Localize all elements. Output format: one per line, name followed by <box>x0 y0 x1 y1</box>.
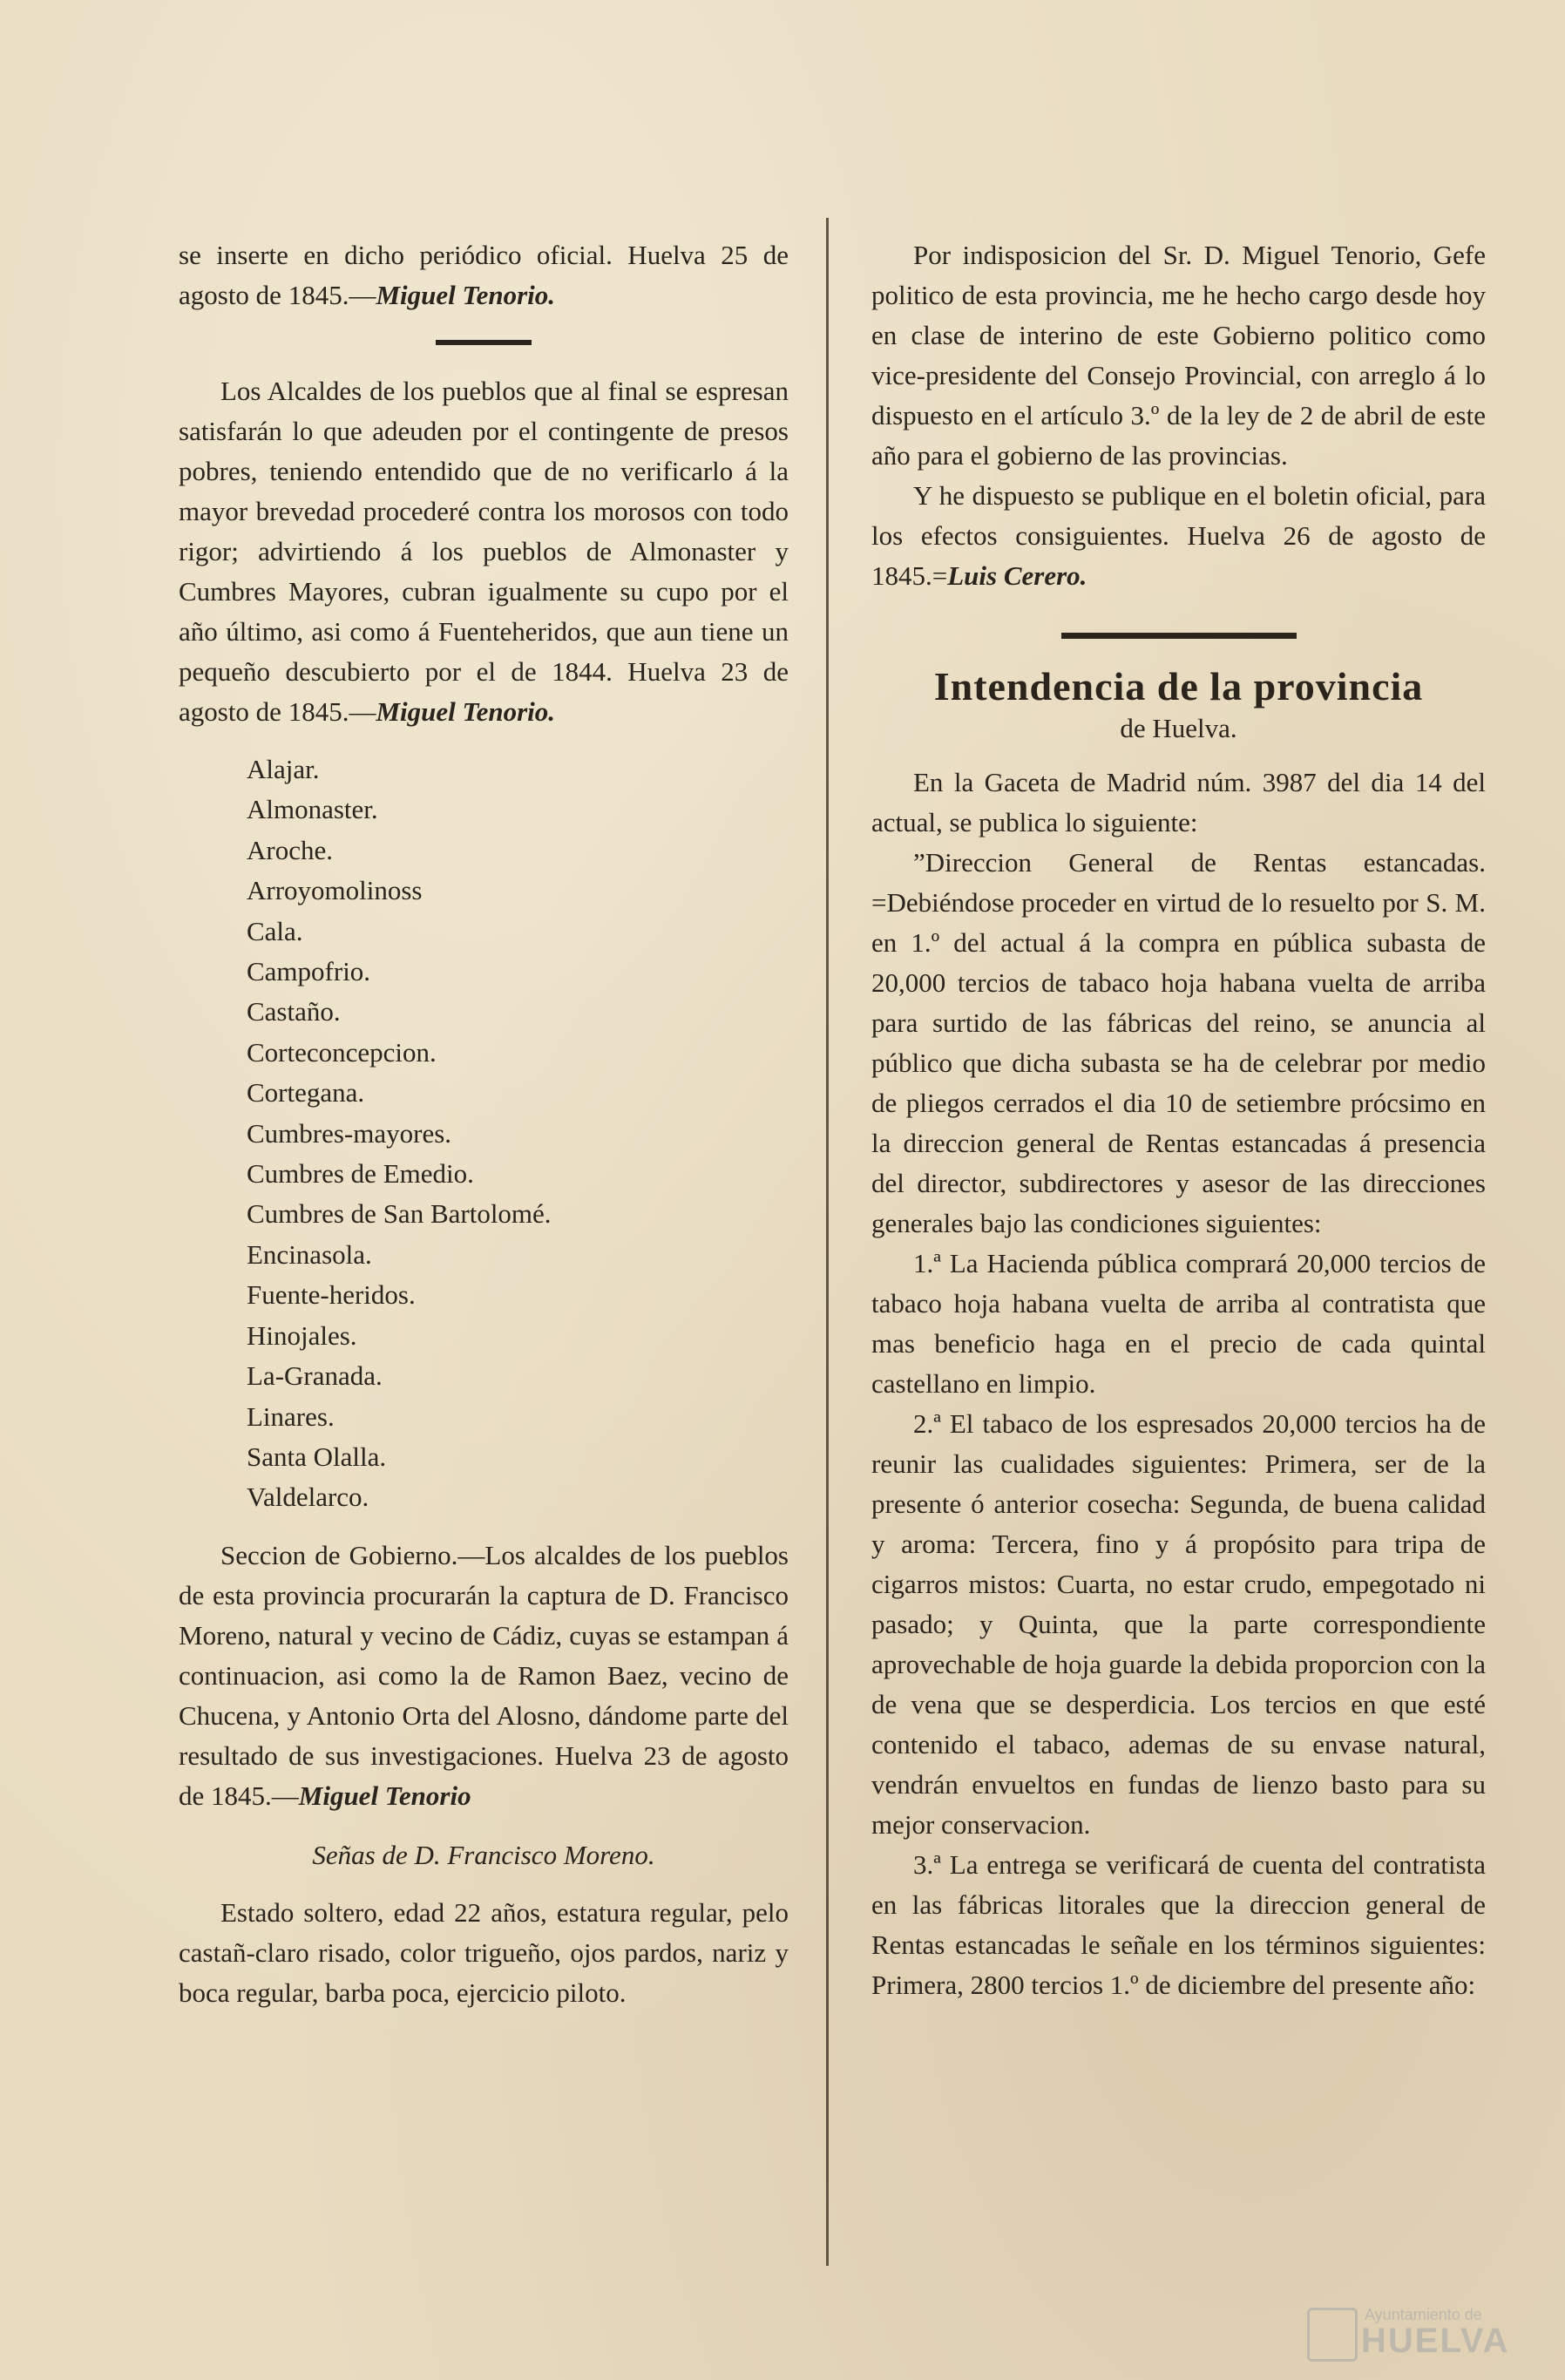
paragraph-text: se inserte en dicho periódico oficial. Huelva 25 de agosto de 1845.— <box>179 240 789 310</box>
crest-icon <box>1307 2308 1358 2362</box>
town-list <box>247 749 789 1518</box>
town-item: Corteconcepcion. <box>247 1036 437 1068</box>
right-column <box>871 235 1486 2005</box>
town-item: Valdelarco. <box>247 1482 369 1513</box>
paragraph-text: Y he dispuesto se publique en el boletin oficial, para los efectos consiguientes. Huelva 26 de agosto de 1845.= <box>871 480 1486 591</box>
town-item: Hinojales. <box>247 1319 357 1351</box>
column-divider <box>826 218 829 2266</box>
paragraph <box>179 371 789 732</box>
town-item: Arroyomolinoss <box>247 875 423 906</box>
paragraph-text: Seccion de Gobierno.—Los alcaldes de los pueblos de esta provincia procurarán la captura de D. Francisco Moreno, natural y vecino de Cádiz, cuyas se estampan á continuacion, asi como la de Ramon Baez, vecino de Chucena, y Antonio Orta del Alosno, dándome parte del resultado de sus investigaciones. Huelva 23 de agosto de 1845.— <box>179 1539 789 1811</box>
paragraph: 3.ª La entrega se verificará de cuenta del contratista en las fábricas litorales que la direccion general de Rentas estancadas le señale en los términos siguientes: Primera, 2800 tercios 1.º de diciembre del presente año: <box>871 1849 1486 2000</box>
section-divider <box>1061 633 1297 639</box>
paragraph <box>871 476 1486 596</box>
section-heading: Intendencia de la provincia <box>933 664 1424 709</box>
town-item: Cala. <box>247 915 303 946</box>
watermark-line: HUELVA <box>1361 2322 1510 2360</box>
town-item: Encinasola. <box>247 1238 372 1270</box>
town-item: Campofrio. <box>247 956 371 987</box>
town-item: La-Granada. <box>247 1360 383 1392</box>
watermark-line: Ayuntamiento de <box>1365 2306 1482 2323</box>
paragraph <box>179 1536 789 1816</box>
watermark <box>1307 2301 1534 2362</box>
left-column <box>179 235 789 2013</box>
paragraph: 1.ª La Hacienda pública comprará 20,000 tercios de tabaco hoja habana vuelta de arriba al contratista que mas beneficio haga en el precio de cada quintal castellano en limpio. <box>871 1248 1486 1399</box>
town-item: Cortegana. <box>247 1077 365 1109</box>
paragraph <box>179 235 789 315</box>
town-item: Cumbres de San Bartolomé. <box>247 1198 552 1230</box>
town-item: Almonaster. <box>247 794 378 825</box>
signature: Miguel Tenorio <box>298 1780 471 1811</box>
section-title: Señas de D. Francisco Moreno. <box>312 1839 655 1870</box>
town-item: Santa Olalla. <box>247 1441 387 1472</box>
paragraph: Por indisposicion del Sr. D. Miguel Tenorio, Gefe politico de esta provincia, me he hecho cargo desde hoy en clase de interino de este Gobierno politico como vice-presidente del Consejo Provincial, con arreglo á lo dispuesto en el artículo 3.º de la ley de 2 de abril de este año para el gobierno de las provincias. <box>871 240 1486 471</box>
signature: Luis Cerero. <box>947 560 1087 591</box>
town-item: Alajar. <box>247 754 320 784</box>
signature: Miguel Tenorio. <box>376 696 556 727</box>
town-item: Aroche. <box>247 834 333 865</box>
paragraph-text: Los Alcaldes de los pueblos que al final se espresan satisfarán lo que adeuden por el contingente de presos pobres, teniendo entendido que de no verificarlo á la mayor brevedad procederé contra los morosos con todo rigor; advirtiendo á los pueblos de Almonaster y Cumbres Mayores, cubran igualmente su cupo por el año último, asi como á Fuenteheridos, que aun tiene un pequeño descubierto por el de 1844. Huelva 23 de agosto de 1845.— <box>179 376 789 727</box>
paragraph: Estado soltero, edad 22 años, estatura regular, pelo castañ-claro risado, color trigueño, ojos pardos, nariz y boca regular, barba poca, ejercicio piloto. <box>179 1896 789 2008</box>
town-item: Castaño. <box>247 996 341 1027</box>
section-subheading: de Huelva. <box>1120 713 1237 743</box>
paragraph: ”Direccion General de Rentas estancadas. =Debiéndose proceder en virtud de lo resuelto por S. M. en 1.º del actual á la compra en pública subasta de 20,000 tercios de tabaco hoja habana vuelta de arriba para surtido de las fábricas del reino, se anuncia al público que dicha subasta se ha de celebrar por medio de pliegos cerrados el dia 10 de setiembre prócsimo en la direccion general de Rentas estancadas á presencia del director, subdirectores y asesor de las direcciones generales bajo las condiciones siguientes: <box>871 847 1486 1238</box>
town-item: Fuente-heridos. <box>247 1279 416 1311</box>
town-item: Linares. <box>247 1400 335 1432</box>
signature: Miguel Tenorio. <box>376 280 556 310</box>
town-item: Cumbres-mayores. <box>247 1117 452 1149</box>
section-divider <box>436 340 532 345</box>
paragraph: En la Gaceta de Madrid núm. 3987 del dia 14 del actual, se publica lo siguiente: <box>871 767 1486 837</box>
town-item: Cumbres de Emedio. <box>247 1158 474 1190</box>
paragraph: 2.ª El tabaco de los espresados 20,000 tercios ha de reunir las cualidades siguientes: Primera, ser de la presente ó anterior cosecha: Segunda, de buena calidad y aroma: Tercera, fino y á propósito para tripa de cigarros mistos: Cuarta, no estar crudo, empegotado ni pasado; y Quinta, que la parte correspondiente aprovechable de hoja guarde la debida proporcion con la de vena que se desperdicia. Los tercios en que esté contenido el tabaco, ademas de su envase natural, vendrán envueltos en fundas de lienzo basto para su mejor conservacion. <box>871 1408 1486 1840</box>
